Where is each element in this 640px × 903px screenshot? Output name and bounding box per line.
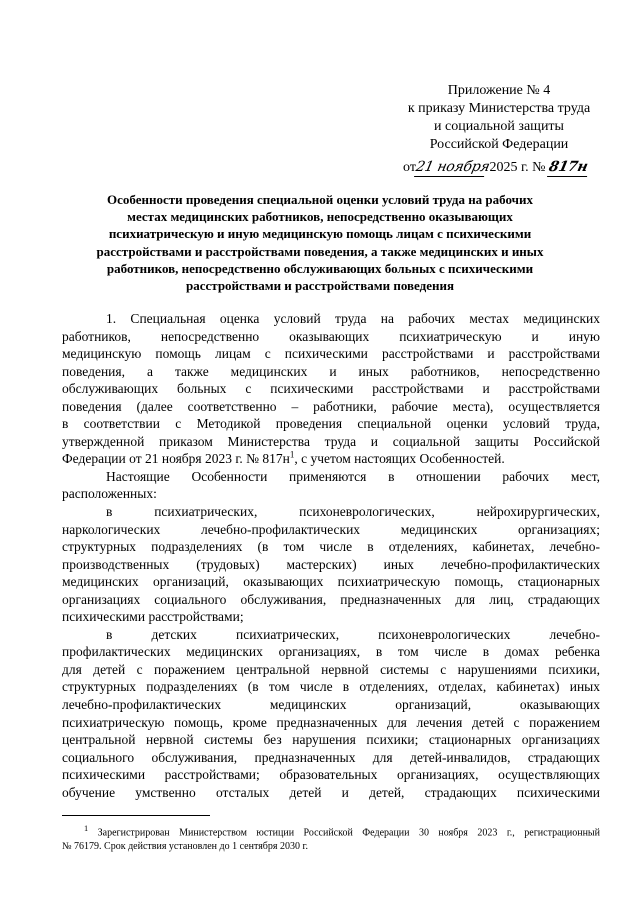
body-line: работников, непосредственно оказывающих психиатрическую и иную	[62, 328, 600, 344]
title-line: Особенности проведения специальной оценки условий труда на рабочих	[107, 192, 533, 207]
footnote-line	[62, 822, 600, 840]
appendix-country: Российской Федерации	[429, 137, 569, 152]
body-line: медицинских организаций, оказывающих психиатрическую помощь, стационарных	[62, 574, 600, 590]
body-line: профилактических медицинских организациях, в том числе в домах ребенка	[62, 644, 600, 660]
title-line: работников, непосредственно обслуживающих больных с психическими	[106, 260, 534, 276]
body-line: структурных подразделениях (в том числе в отделениях, кабинетах, лечебно-	[62, 539, 600, 555]
title-line: расстройствами и расстройствами поведения	[186, 278, 454, 294]
body-line: психическими расстройствами; образовательных организациях, осуществляющих	[62, 767, 600, 783]
body-line: Настоящие Особенности применяются в отношении рабочих мест,	[106, 468, 600, 484]
footnote-line: № 76179. Срок действия установлен до 1 сентября 2030 г.	[62, 840, 308, 852]
body-line: Федерации от 21 ноября 2023 г. № 817н	[62, 451, 290, 467]
body-line: в психиатрических, психоневрологических, нейрохирургических,	[106, 504, 600, 520]
body-line: поведения, а также медицинских и иных работников, непосредственно	[62, 363, 600, 379]
footnote-mark: 1	[84, 824, 89, 833]
title-line: расстройствами и расстройствами поведения, а также медицинских и иных	[96, 243, 544, 259]
body-line: утвержденной приказом Министерства труда и социальной защиты Российской	[62, 433, 600, 449]
order-prefix: от	[403, 160, 416, 175]
body-line: производственных (трудовых) мастерских) иных лечебно-профилактических	[62, 556, 600, 572]
body-line: организациях социального обслуживания, предназначенных для лиц, страдающих	[62, 591, 600, 607]
body-line: расположенных:	[62, 486, 157, 502]
body-line: поведения (далее соответственно – работники, рабочие места), осуществляется	[62, 398, 600, 414]
order-date-line	[403, 158, 618, 177]
handwritten-order-number: 817н	[547, 159, 590, 175]
body-line: структурных подразделениях (в том числе в отделениях, отделах, кабинетах) иных	[62, 679, 600, 695]
footnote-divider	[62, 815, 210, 816]
body-line: обслуживающих больных с психическими расстройствами и расстройствами	[62, 381, 600, 397]
footnote-reference: 1	[289, 450, 295, 460]
appendix-title: Приложение № 4	[447, 83, 551, 98]
body-line: для детей с поражением центральной нервной системы с нарушениями психики,	[62, 661, 600, 677]
appendix-order-ref: к приказу Министерства труда	[407, 101, 591, 116]
appendix-header	[382, 82, 616, 154]
document-title	[62, 191, 578, 294]
body-line: социального обслуживания, предназначенных для детей-инвалидов, страдающих	[62, 749, 600, 765]
body-line: психическими расстройствами;	[62, 609, 244, 625]
body-line: наркологических лечебно-профилактических медицинских организациях;	[62, 521, 600, 537]
body-line: в детских психиатрических, психоневрологических лечебно-	[106, 626, 600, 642]
footnote	[62, 822, 600, 853]
title-line: местах медицинских работников, непосредственно оказывающих	[127, 209, 513, 225]
body-line: лечебно-профилактических медицинских организаций, оказывающих	[62, 697, 600, 713]
body-line: центральной нервной системы без нарушения психики; стационарных организациях	[62, 732, 600, 748]
body-line: 1. Специальная оценка условий труда на рабочих местах медицинских	[106, 311, 600, 326]
appendix-ministry: и социальной защиты	[434, 119, 564, 134]
body-line: психиатрическую помощь, кроме предназначенных для лечения детей с поражением	[62, 714, 600, 730]
document-body	[62, 310, 600, 801]
handwritten-date: 21 ноября	[414, 159, 492, 175]
title-line: психиатрическую и иную медицинскую помощь лицам с психическими	[108, 226, 532, 242]
body-line: обучение умственно отсталых детей и детей, страдающих психическими	[62, 784, 600, 800]
order-year: 2025 г. №	[489, 160, 546, 175]
body-line: медицинскую помощь лицам с психическими расстройствами и расстройствами	[62, 346, 600, 362]
body-line: в соответствии с Методикой проведения специальной оценки условий труда,	[62, 416, 600, 432]
body-line-tail: , с учетом настоящих Особенностей.	[294, 451, 505, 467]
body-line-with-footnote	[62, 450, 600, 468]
footnote-text: Зарегистрирован Министерством юстиции Российской Федерации 30 ноября 2023 г., регистрационный	[97, 827, 600, 839]
